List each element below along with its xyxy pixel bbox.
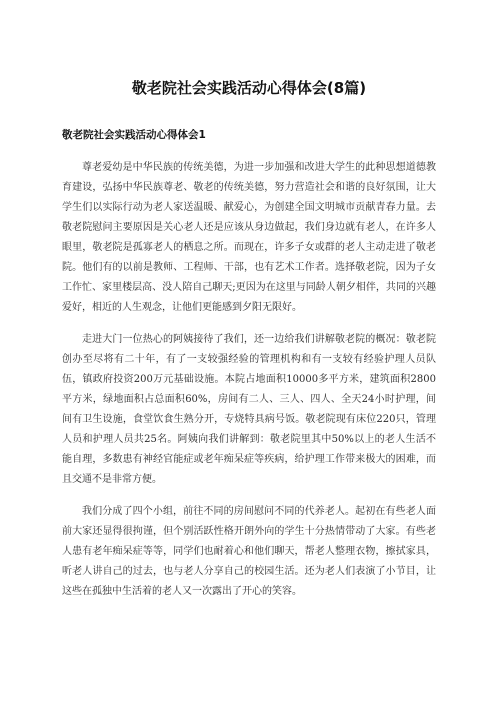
document-title: 敬老院社会实践活动心得体会(8篇)	[131, 79, 367, 97]
body-paragraph-2: 走进大门一位热心的阿姨接待了我们，还一边给我们讲解敬老院的概况：敬老院创办至尽将有二十年，有了一支较强经验的管理机构和有一支较有经验护理人员队伍，镇政府投资200万元基础设施。本院占地面积10000多平方米，建筑面积2800平方米，绿地面积占总面积60%，房间有二人、三人、四人、全天24小时护理，间间有卫生设施，食堂饮食生熟分开，专烧特具病号饭。敬老院现有床位220只，管理人员和护理人员共25名。阿姨向我们讲解到：敬老院里其中50%以上的老人生活不能自理，多数患有神经官能症或老年痴呆症等疾病，给护理工作带来极大的困难，而且交通不是非常方便。	[62, 334, 436, 485]
section-heading: 敬老院社会实践活动心得体会1	[62, 129, 206, 141]
body-paragraph-1: 尊老爱幼是中华民族的传统美德，为进一步加强和改进大学生的此种思想道德教育建设，弘扬中华民族尊老、敬老的传统美德，努力营造社会和谐的良好氛围，让大学生们以实际行动为老人家送温暖、献爱心，为创建全国文明城市贡献青春力量。去敬老院慰问主要原因是关心老人还是应该从身边做起，我们身边就有老人，在许多人眼里，敬老院是孤寡老人的栖息之所。而现在，许多子女或群的老人主动走进了敬老院。他们有的以前是教师、工程师、干部，也有艺术工作者。选择敬老院，因为子女工作忙、家里楼层高、没人陪自己聊天;更因为在这里与同龄人朝夕相伴，共同的兴趣爱好，相近的人生观念，让他们更能感到夕阳无限好。	[62, 162, 436, 313]
body-paragraph-3: 我们分成了四个小组，前往不同的房间慰问不同的代养老人。起初在有些老人面前大家还显得很拘谨，但个别活跃性格开朗外向的学生十分热情带动了大家。有些老人患有老年痴呆症等等，同学们也耐着心和他们聊天，帮老人整理衣物，擦拭家具，听老人讲自己的过去，也与老人分享自己的校园生活。还为老人们表演了小节目，让这些在孤独中生活着的老人又一次露出了开心的笑容。	[62, 506, 436, 597]
